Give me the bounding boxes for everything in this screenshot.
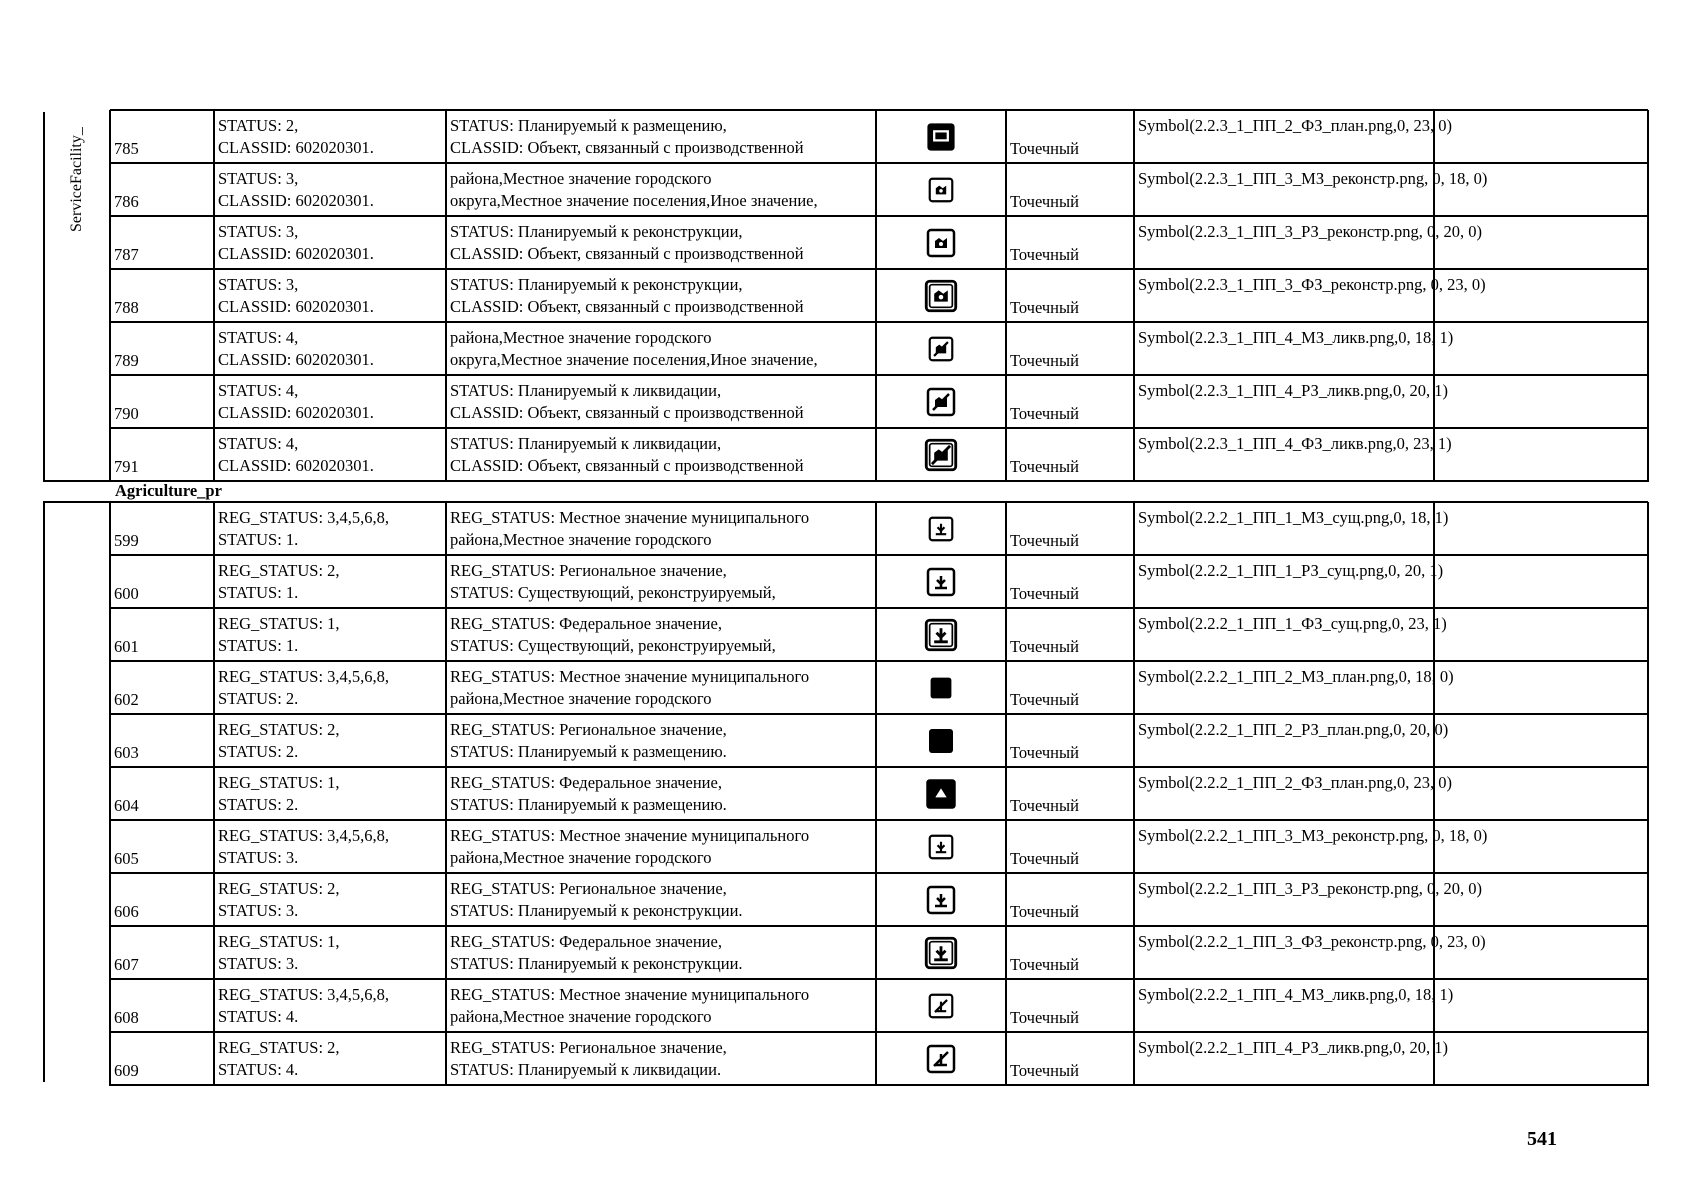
attribute-line: REG_STATUS: 1, — [218, 614, 340, 633]
attribute-line: STATUS: 4. — [218, 1007, 299, 1026]
factory-planned-federal-icon — [876, 110, 1006, 163]
description-line: REG_STATUS: Федеральное значение, — [450, 773, 722, 792]
symbol-line: Symbol(2.2.2_1_ПП_1_РЗ_сущ.png, — [1138, 561, 1389, 580]
attribute-filter — [218, 931, 340, 975]
factory-reconstruct-regional-icon — [876, 216, 1006, 269]
attribute-line: REG_STATUS: 3,4,5,6,8, — [218, 985, 390, 1004]
symbol-definition — [1138, 772, 1452, 794]
symbol-definition — [1138, 507, 1448, 529]
attribute-line: REG_STATUS: 2, — [218, 561, 340, 580]
row-id: 599 — [114, 531, 139, 550]
attribute-line: REG_STATUS: 2, — [218, 1038, 340, 1057]
geometry-type: Точечный — [1010, 245, 1079, 264]
attribute-description — [450, 666, 809, 710]
geometry-type: Точечный — [1010, 298, 1079, 317]
row-id: 789 — [114, 351, 139, 370]
geometry-type: Точечный — [1010, 584, 1079, 603]
symbol-line: 0, 18, 1) — [1398, 985, 1454, 1004]
attribute-line: CLASSID: 602020301. — [218, 297, 374, 316]
group-bracket-head — [43, 501, 113, 503]
description-line: STATUS: Планируемый к размещению, — [450, 116, 727, 135]
geometry-type: Точечный — [1010, 849, 1079, 868]
description-line: REG_STATUS: Местное значение муниципального — [450, 508, 810, 527]
description-line: REG_STATUS: Региональное значение, — [450, 561, 727, 580]
attribute-filter — [218, 984, 389, 1028]
row-id: 787 — [114, 245, 139, 264]
attribute-filter — [218, 825, 389, 869]
description-line: STATUS: Существующий, реконструируемый, — [450, 636, 776, 655]
row-id: 605 — [114, 849, 139, 868]
symbol-line: Symbol(2.2.3_1_ПП_4_ФЗ_ликв.png, — [1138, 434, 1397, 453]
attribute-filter — [218, 507, 389, 551]
agri-reconstruct-local-icon — [876, 820, 1006, 873]
attribute-line: STATUS: 3, — [218, 222, 299, 241]
attribute-line: STATUS: 3, — [218, 169, 299, 188]
column-rule — [1433, 110, 1435, 482]
row-id: 786 — [114, 192, 139, 211]
description-line: STATUS: Планируемый к ликвидации. — [450, 1060, 722, 1079]
symbol-line: Symbol(2.2.2_1_ПП_4_МЗ_ликв.png, — [1138, 985, 1399, 1004]
page-number: 541 — [1527, 1128, 1557, 1150]
attribute-line: REG_STATUS: 1, — [218, 932, 340, 951]
attribute-line: STATUS: 2. — [218, 689, 299, 708]
symbol-line: Symbol(2.2.3_1_ПП_3_РЗ_реконстр. — [1138, 222, 1395, 241]
attribute-description — [450, 274, 804, 318]
symbol-definition — [1138, 666, 1454, 688]
description-line: района,Местное значение городского — [450, 169, 712, 188]
attribute-filter — [218, 878, 340, 922]
attribute-filter — [218, 274, 374, 318]
symbol-line: Symbol(2.2.2_1_ПП_4_РЗ_ликв.png, — [1138, 1038, 1393, 1057]
description-line: района,Местное значение городского — [450, 848, 712, 867]
geometry-type: Точечный — [1010, 955, 1079, 974]
description-line: STATUS: Планируемый к размещению. — [450, 795, 727, 814]
description-line: REG_STATUS: Региональное значение, — [450, 879, 727, 898]
symbol-line: 0, 23, 1) — [1391, 614, 1447, 633]
geometry-type: Точечный — [1010, 690, 1079, 709]
attribute-description — [450, 825, 809, 869]
row-id: 791 — [114, 457, 139, 476]
agri-reconstruct-regional-icon — [876, 873, 1006, 926]
description-line: REG_STATUS: Федеральное значение, — [450, 932, 722, 951]
row-id: 600 — [114, 584, 139, 603]
description-line: REG_STATUS: Местное значение муниципального — [450, 985, 810, 1004]
description-line: CLASSID: Объект, связанный с производственной — [450, 403, 804, 422]
symbol-line: Symbol(2.2.3_1_ПП_3_ФЗ_реконстр. — [1138, 275, 1398, 294]
description-line: CLASSID: Объект, связанный с производственной — [450, 244, 804, 263]
symbol-definition — [1138, 380, 1448, 402]
symbol-definition — [1138, 931, 1486, 953]
column-rule — [109, 110, 111, 482]
column-rule — [445, 110, 447, 482]
row-id: 606 — [114, 902, 139, 921]
attribute-description — [450, 984, 809, 1028]
attribute-filter — [218, 168, 374, 212]
symbol-line: Symbol(2.2.3_1_ПП_4_РЗ_ликв.png, — [1138, 381, 1393, 400]
attribute-line: CLASSID: 602020301. — [218, 138, 374, 157]
symbol-definition — [1138, 1037, 1448, 1059]
symbol-line: 0, 18, 0) — [1398, 667, 1454, 686]
row-id: 603 — [114, 743, 139, 762]
symbol-line: 0, 23, 0) — [1396, 773, 1452, 792]
description-line: STATUS: Планируемый к реконструкции, — [450, 222, 743, 241]
description-line: района,Местное значение городского — [450, 328, 712, 347]
row-id: 601 — [114, 637, 139, 656]
attribute-description — [450, 433, 804, 477]
section-bracket-foot — [43, 480, 113, 482]
agri-existing-regional-icon — [876, 555, 1006, 608]
attribute-line: REG_STATUS: 3,4,5,6,8, — [218, 667, 390, 686]
description-line: района,Местное значение городского — [450, 530, 712, 549]
attribute-description — [450, 327, 818, 371]
attribute-line: CLASSID: 602020301. — [218, 191, 374, 210]
symbol-definition — [1138, 433, 1452, 455]
geometry-type: Точечный — [1010, 192, 1079, 211]
attribute-line: STATUS: 3. — [218, 848, 299, 867]
column-rule — [445, 502, 447, 1086]
description-line: STATUS: Планируемый к реконструкции, — [450, 275, 743, 294]
symbol-definition — [1138, 560, 1443, 582]
column-rule — [1647, 502, 1649, 1086]
description-line: STATUS: Планируемый к размещению. — [450, 742, 727, 761]
attribute-filter — [218, 560, 340, 604]
column-rule — [1133, 502, 1135, 1086]
row-id: 608 — [114, 1008, 139, 1027]
symbol-line: Symbol(2.2.2_1_ПП_3_ФЗ_реконстр. — [1138, 932, 1398, 951]
symbol-line: .png, 0, 18, 0) — [1395, 826, 1488, 845]
agri-liquidate-local-icon — [876, 979, 1006, 1032]
description-line: района,Местное значение городского — [450, 1007, 712, 1026]
symbol-line: Symbol(2.2.2_1_ПП_1_МЗ_сущ.png, — [1138, 508, 1394, 527]
geometry-type: Точечный — [1010, 1061, 1079, 1080]
symbol-line: Symbol(2.2.3_1_ПП_2_ФЗ_план.png, — [1138, 116, 1397, 135]
attribute-description — [450, 507, 809, 551]
description-line: STATUS: Планируемый к реконструкции. — [450, 901, 743, 920]
symbol-line: Symbol(2.2.3_1_ПП_3_МЗ_реконстр — [1138, 169, 1396, 188]
description-line: STATUS: Существующий, реконструируемый, — [450, 583, 776, 602]
attribute-line: STATUS: 4, — [218, 434, 299, 453]
attribute-line: CLASSID: 602020301. — [218, 350, 374, 369]
symbol-line: Symbol(2.2.2_1_ПП_2_ФЗ_план.png, — [1138, 773, 1397, 792]
geometry-type: Точечный — [1010, 531, 1079, 550]
symbol-line: Symbol(2.2.2_1_ПП_2_МЗ_план.png, — [1138, 667, 1399, 686]
geometry-type: Точечный — [1010, 743, 1079, 762]
row-id: 609 — [114, 1061, 139, 1080]
attribute-filter — [218, 613, 340, 657]
symbol-line: 0, 23, 1) — [1396, 434, 1452, 453]
symbol-line: png, 0, 20, 0) — [1394, 222, 1483, 241]
geometry-type: Точечный — [1010, 457, 1079, 476]
attribute-line: STATUS: 1. — [218, 583, 299, 602]
symbol-line: 0, 18, 1) — [1398, 328, 1454, 347]
description-line: CLASSID: Объект, связанный с производственной — [450, 297, 804, 316]
description-line: REG_STATUS: Местное значение муниципального — [450, 826, 810, 845]
geometry-type: Точечный — [1010, 1008, 1079, 1027]
factory-liquidate-local-icon — [876, 322, 1006, 375]
symbol-line: 0, 23, 0) — [1396, 116, 1452, 135]
attribute-description — [450, 878, 743, 922]
attribute-filter — [218, 327, 374, 371]
symbol-definition — [1138, 327, 1453, 349]
symbol-line: 0, 20, 0) — [1393, 720, 1449, 739]
attribute-description — [450, 221, 804, 265]
attribute-description — [450, 613, 776, 657]
section-bracket — [43, 112, 45, 482]
description-line: STATUS: Планируемый к реконструкции. — [450, 954, 743, 973]
attribute-line: STATUS: 2. — [218, 742, 299, 761]
column-rule — [213, 110, 215, 482]
attribute-line: STATUS: 2, — [218, 116, 299, 135]
attribute-filter — [218, 115, 374, 159]
agri-planned-federal-icon — [876, 767, 1006, 820]
symbol-definition — [1138, 274, 1486, 296]
geometry-type: Точечный — [1010, 351, 1079, 370]
attribute-line: CLASSID: 602020301. — [218, 244, 374, 263]
symbol-definition — [1138, 168, 1487, 190]
attribute-line: REG_STATUS: 2, — [218, 720, 340, 739]
attribute-description — [450, 719, 727, 763]
attribute-description — [450, 168, 818, 212]
attribute-filter — [218, 772, 340, 816]
description-line: REG_STATUS: Региональное значение, — [450, 720, 727, 739]
attribute-filter — [218, 719, 340, 763]
attribute-line: REG_STATUS: 3,4,5,6,8, — [218, 508, 390, 527]
attribute-filter — [218, 380, 374, 424]
symbol-line: 0, 18, 1) — [1393, 508, 1449, 527]
symbol-line: Symbol(2.2.2_1_ПП_3_МЗ_реконстр — [1138, 826, 1396, 845]
factory-reconstruct-federal-icon — [876, 269, 1006, 322]
symbol-definition — [1138, 719, 1448, 741]
section-label: ServiceFacility_ — [68, 127, 85, 232]
agri-existing-local-icon — [876, 502, 1006, 555]
attribute-line: STATUS: 4. — [218, 1060, 299, 1079]
symbol-definition — [1138, 878, 1482, 900]
symbol-line: png, 0, 23, 0) — [1397, 932, 1486, 951]
factory-liquidate-federal-icon — [876, 428, 1006, 481]
description-line: района,Местное значение городского — [450, 689, 712, 708]
symbol-line: .png, 0, 18, 0) — [1395, 169, 1488, 188]
attribute-line: REG_STATUS: 2, — [218, 879, 340, 898]
attribute-line: STATUS: 3. — [218, 901, 299, 920]
agri-planned-local-icon — [876, 661, 1006, 714]
factory-liquidate-regional-icon — [876, 375, 1006, 428]
attribute-line: STATUS: 1. — [218, 530, 299, 549]
attribute-description — [450, 115, 804, 159]
attribute-line: STATUS: 1. — [218, 636, 299, 655]
geometry-type: Точечный — [1010, 404, 1079, 423]
attribute-description — [450, 931, 743, 975]
column-rule — [1133, 110, 1135, 482]
symbol-definition — [1138, 221, 1482, 243]
row-id: 785 — [114, 139, 139, 158]
description-line: округа,Местное значение поселения,Иное значение, — [450, 191, 818, 210]
symbol-line: png, 0, 20, 0) — [1394, 879, 1483, 898]
geometry-type: Точечный — [1010, 637, 1079, 656]
symbol-line: Symbol(2.2.3_1_ПП_4_МЗ_ликв.png, — [1138, 328, 1399, 347]
symbol-line: 0, 20, 1) — [1388, 561, 1444, 580]
symbol-definition — [1138, 984, 1453, 1006]
agri-liquidate-regional-icon — [876, 1032, 1006, 1085]
description-line: STATUS: Планируемый к ликвидации, — [450, 434, 722, 453]
symbol-line: 0, 20, 1) — [1392, 381, 1448, 400]
attribute-line: CLASSID: 602020301. — [218, 456, 374, 475]
column-rule — [109, 502, 111, 1086]
geometry-type: Точечный — [1010, 796, 1079, 815]
description-line: STATUS: Планируемый к ликвидации, — [450, 381, 722, 400]
attribute-description — [450, 560, 776, 604]
symbol-line: png, 0, 23, 0) — [1397, 275, 1486, 294]
row-id: 607 — [114, 955, 139, 974]
symbol-line: Symbol(2.2.2_1_ПП_2_РЗ_план.png, — [1138, 720, 1394, 739]
attribute-line: REG_STATUS: 1, — [218, 773, 340, 792]
attribute-filter — [218, 666, 389, 710]
attribute-line: STATUS: 3. — [218, 954, 299, 973]
attribute-filter — [218, 221, 374, 265]
symbol-line: 0, 20, 1) — [1392, 1038, 1448, 1057]
attribute-filter — [218, 433, 374, 477]
row-id: 788 — [114, 298, 139, 317]
symbol-definition — [1138, 115, 1452, 137]
description-line: CLASSID: Объект, связанный с производственной — [450, 138, 804, 157]
symbol-line: Symbol(2.2.2_1_ПП_1_ФЗ_сущ.png, — [1138, 614, 1392, 633]
description-line: REG_STATUS: Региональное значение, — [450, 1038, 727, 1057]
agri-existing-federal-icon — [876, 608, 1006, 661]
attribute-line: STATUS: 4, — [218, 328, 299, 347]
geometry-type: Точечный — [1010, 139, 1079, 158]
attribute-line: CLASSID: 602020301. — [218, 403, 374, 422]
group-bracket — [43, 502, 45, 1082]
description-line: CLASSID: Объект, связанный с производственной — [450, 456, 804, 475]
attribute-description — [450, 772, 727, 816]
attribute-line: STATUS: 2. — [218, 795, 299, 814]
attribute-filter — [218, 1037, 340, 1081]
row-id: 604 — [114, 796, 139, 815]
attribute-description — [450, 380, 804, 424]
row-id: 790 — [114, 404, 139, 423]
description-line: REG_STATUS: Местное значение муниципального — [450, 667, 810, 686]
description-line: REG_STATUS: Федеральное значение, — [450, 614, 722, 633]
geometry-type: Точечный — [1010, 902, 1079, 921]
row-id: 602 — [114, 690, 139, 709]
attribute-description — [450, 1037, 727, 1081]
attribute-line: STATUS: 4, — [218, 381, 299, 400]
symbol-definition — [1138, 825, 1487, 847]
agri-reconstruct-federal-icon — [876, 926, 1006, 979]
attribute-line: STATUS: 3, — [218, 275, 299, 294]
description-line: округа,Местное значение поселения,Иное значение, — [450, 350, 818, 369]
column-rule — [1647, 110, 1649, 482]
factory-reconstruct-local-icon — [876, 163, 1006, 216]
column-rule — [213, 502, 215, 1086]
symbol-line: Symbol(2.2.2_1_ПП_3_РЗ_реконстр. — [1138, 879, 1395, 898]
group-label: Agriculture_pr — [115, 481, 222, 500]
agri-planned-regional-icon — [876, 714, 1006, 767]
attribute-line: REG_STATUS: 3,4,5,6,8, — [218, 826, 390, 845]
symbol-definition — [1138, 613, 1447, 635]
